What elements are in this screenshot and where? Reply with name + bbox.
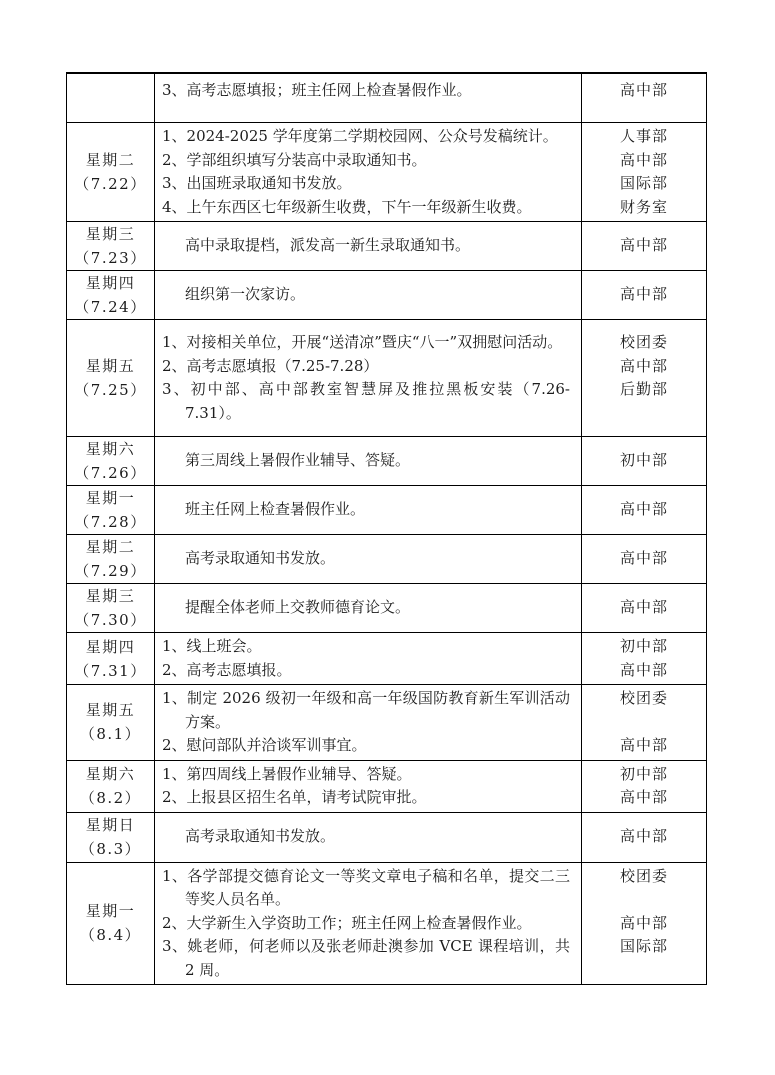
weekday-label: 星期四 bbox=[85, 274, 136, 292]
day-cell bbox=[67, 761, 155, 812]
task-item bbox=[155, 498, 706, 522]
day-cell bbox=[67, 222, 155, 270]
weekday-label: 星期六 bbox=[85, 440, 136, 458]
table-row bbox=[67, 271, 706, 320]
date-label: （7.30） bbox=[74, 611, 147, 629]
department-label: 高中部 bbox=[619, 285, 668, 304]
date-label: （8.2） bbox=[79, 789, 142, 807]
weekday-label: 星期五 bbox=[85, 357, 136, 375]
task-text: 提醒全体老师上交教师德育论文。 bbox=[185, 598, 411, 617]
task-item bbox=[155, 734, 706, 758]
table-row bbox=[67, 535, 706, 584]
task-text: 2、学部组织填写分装高中录取通知书。 bbox=[162, 150, 427, 169]
day-cell bbox=[67, 486, 155, 534]
schedule-table bbox=[66, 72, 707, 985]
department-label: 高中部 bbox=[619, 827, 668, 846]
table-row bbox=[67, 320, 706, 437]
date-label: （8.3） bbox=[79, 840, 142, 858]
tasks-and-departments bbox=[155, 761, 706, 812]
department-label: 高中部 bbox=[619, 236, 668, 255]
tasks-and-departments bbox=[155, 633, 706, 684]
table-row bbox=[67, 437, 706, 486]
department-label: 校团委 bbox=[619, 333, 668, 351]
tasks-and-departments bbox=[155, 863, 706, 985]
table-row bbox=[67, 761, 706, 813]
task-text: 高中录取提档，派发高一新生录取通知书。 bbox=[185, 236, 471, 255]
weekday-label: 星期二 bbox=[85, 538, 136, 556]
task-item bbox=[155, 172, 706, 196]
task-text: 第三周线上暑假作业辅导、答疑。 bbox=[185, 451, 411, 470]
date-label: （8.1） bbox=[79, 725, 142, 744]
department-label: 初中部 bbox=[619, 451, 668, 470]
department-label: 高中部 bbox=[619, 356, 668, 375]
weekday-label: 星期三 bbox=[85, 225, 136, 243]
table-row bbox=[67, 222, 706, 271]
tasks-and-departments bbox=[155, 222, 706, 270]
task-text: 3、出国班录取通知书发放。 bbox=[162, 174, 352, 192]
department-label: 校团委 bbox=[619, 866, 668, 885]
department-label: 国际部 bbox=[619, 174, 668, 192]
date-label: （7.31） bbox=[74, 661, 147, 680]
task-text: 班主任网上检查暑假作业。 bbox=[185, 500, 366, 519]
table-row bbox=[67, 486, 706, 535]
task-text: 3、初中部、高中部教室智慧屏及推拉黑板安装（7.26-7.31）。 bbox=[162, 380, 570, 422]
task-item bbox=[155, 786, 706, 810]
department-label: 高中部 bbox=[619, 598, 668, 617]
task-text: 2、高考志愿填报（7.25-7.28） bbox=[162, 356, 379, 375]
table-row bbox=[67, 74, 706, 123]
task-text: 1、各学部提交德育论文一等奖文章电子稿和名单，提交二三等奖人员名单。 bbox=[162, 866, 570, 908]
task-item bbox=[155, 865, 706, 912]
task-item bbox=[155, 825, 706, 849]
task-item bbox=[155, 596, 706, 620]
date-label: （7.22） bbox=[74, 175, 147, 193]
task-text: 2、高考志愿填报。 bbox=[162, 660, 292, 679]
date-label: （7.28） bbox=[74, 513, 147, 531]
task-item bbox=[155, 149, 706, 173]
weekday-label: 星期三 bbox=[85, 587, 136, 605]
department-label: 高中部 bbox=[619, 788, 668, 806]
tasks-and-departments bbox=[155, 320, 706, 436]
task-item bbox=[155, 283, 706, 307]
task-item bbox=[155, 935, 706, 982]
department-label: 高中部 bbox=[619, 913, 668, 932]
department-label: 财务室 bbox=[619, 197, 668, 216]
task-text: 4、上午东西区七年级新生收费，下午一年级新生收费。 bbox=[162, 197, 532, 216]
day-cell bbox=[67, 74, 155, 122]
task-text: 高考录取通知书发放。 bbox=[185, 827, 336, 846]
task-text: 3、姚老师，何老师以及张老师赴澳参加 VCE 课程培训，共 2 周。 bbox=[162, 937, 570, 979]
department-label: 国际部 bbox=[619, 937, 668, 955]
day-cell bbox=[67, 437, 155, 485]
department-label: 高中部 bbox=[619, 660, 668, 679]
department-label: 初中部 bbox=[619, 637, 668, 655]
department-label: 高中部 bbox=[619, 81, 668, 99]
task-item bbox=[155, 912, 706, 936]
table-row bbox=[67, 685, 706, 761]
task-item bbox=[155, 234, 706, 258]
tasks-and-departments bbox=[155, 74, 706, 122]
tasks-and-departments bbox=[155, 535, 706, 583]
department-label: 后勤部 bbox=[619, 380, 668, 398]
task-text: 2、上报县区招生名单，请考试院审批。 bbox=[162, 788, 427, 806]
weekday-label: 星期一 bbox=[85, 902, 136, 921]
task-text: 3、高考志愿填报；班主任网上检查暑假作业。 bbox=[162, 81, 472, 99]
tasks-and-departments bbox=[155, 685, 706, 760]
weekday-label: 星期五 bbox=[85, 701, 136, 720]
table-row bbox=[67, 813, 706, 863]
tasks-and-departments bbox=[155, 813, 706, 862]
day-cell bbox=[67, 813, 155, 862]
task-text: 组织第一次家访。 bbox=[185, 285, 306, 304]
task-item bbox=[155, 196, 706, 220]
task-item bbox=[155, 449, 706, 473]
task-text: 1、线上班会。 bbox=[162, 637, 262, 655]
weekday-label: 星期日 bbox=[85, 816, 136, 834]
date-label: （7.24） bbox=[74, 298, 147, 316]
date-label: （7.29） bbox=[74, 562, 147, 580]
weekday-label: 星期二 bbox=[85, 151, 136, 169]
tasks-and-departments bbox=[155, 584, 706, 632]
task-text: 1、2024-2025 学年度第二学期校园网、公众号发稿统计。 bbox=[162, 127, 558, 145]
tasks-and-departments bbox=[155, 123, 706, 221]
weekday-label: 星期六 bbox=[85, 765, 136, 783]
task-text: 1、对接相关单位，开展“送清凉”暨庆“八一”双拥慰问活动。 bbox=[162, 333, 563, 351]
department-label: 高中部 bbox=[619, 150, 668, 169]
department-label: 校团委 bbox=[619, 689, 668, 707]
task-item bbox=[155, 355, 706, 379]
date-label: （8.4） bbox=[79, 926, 142, 945]
day-cell bbox=[67, 123, 155, 221]
day-cell bbox=[67, 863, 155, 985]
task-text: 高考录取通知书发放。 bbox=[185, 549, 336, 568]
tasks-and-departments bbox=[155, 437, 706, 485]
department-label: 高中部 bbox=[619, 549, 668, 568]
day-cell bbox=[67, 271, 155, 319]
department-label: 人事部 bbox=[619, 127, 668, 145]
day-cell bbox=[67, 320, 155, 436]
task-item bbox=[155, 125, 706, 149]
task-item bbox=[155, 378, 706, 425]
date-label: （7.26） bbox=[74, 464, 147, 482]
day-cell bbox=[67, 584, 155, 632]
table-row bbox=[67, 633, 706, 685]
table-row bbox=[67, 123, 706, 222]
task-item bbox=[155, 659, 706, 683]
department-label: 高中部 bbox=[619, 736, 668, 754]
task-text: 1、第四周线上暑假作业辅导、答疑。 bbox=[162, 764, 412, 783]
day-cell bbox=[67, 685, 155, 760]
date-label: （7.23） bbox=[74, 249, 147, 267]
day-cell bbox=[67, 633, 155, 684]
day-cell bbox=[67, 535, 155, 583]
tasks-and-departments bbox=[155, 486, 706, 534]
task-item bbox=[155, 331, 706, 355]
task-item bbox=[155, 79, 706, 103]
task-item bbox=[155, 635, 706, 659]
weekday-label: 星期一 bbox=[85, 489, 136, 507]
department-label: 初中部 bbox=[619, 764, 668, 783]
task-text: 2、慰问部队并洽谈军训事宜。 bbox=[162, 736, 367, 754]
table-row bbox=[67, 863, 706, 985]
task-item bbox=[155, 763, 706, 787]
task-text: 1、制定 2026 级初一年级和高一年级国防教育新生军训活动方案。 bbox=[162, 689, 570, 731]
date-label: （7.25） bbox=[74, 381, 147, 399]
table-row bbox=[67, 584, 706, 633]
department-label: 高中部 bbox=[619, 500, 668, 519]
task-item bbox=[155, 687, 706, 734]
weekday-label: 星期四 bbox=[85, 637, 136, 656]
tasks-and-departments bbox=[155, 271, 706, 319]
task-item bbox=[155, 547, 706, 571]
task-text: 2、大学新生入学资助工作；班主任网上检查暑假作业。 bbox=[162, 913, 532, 932]
